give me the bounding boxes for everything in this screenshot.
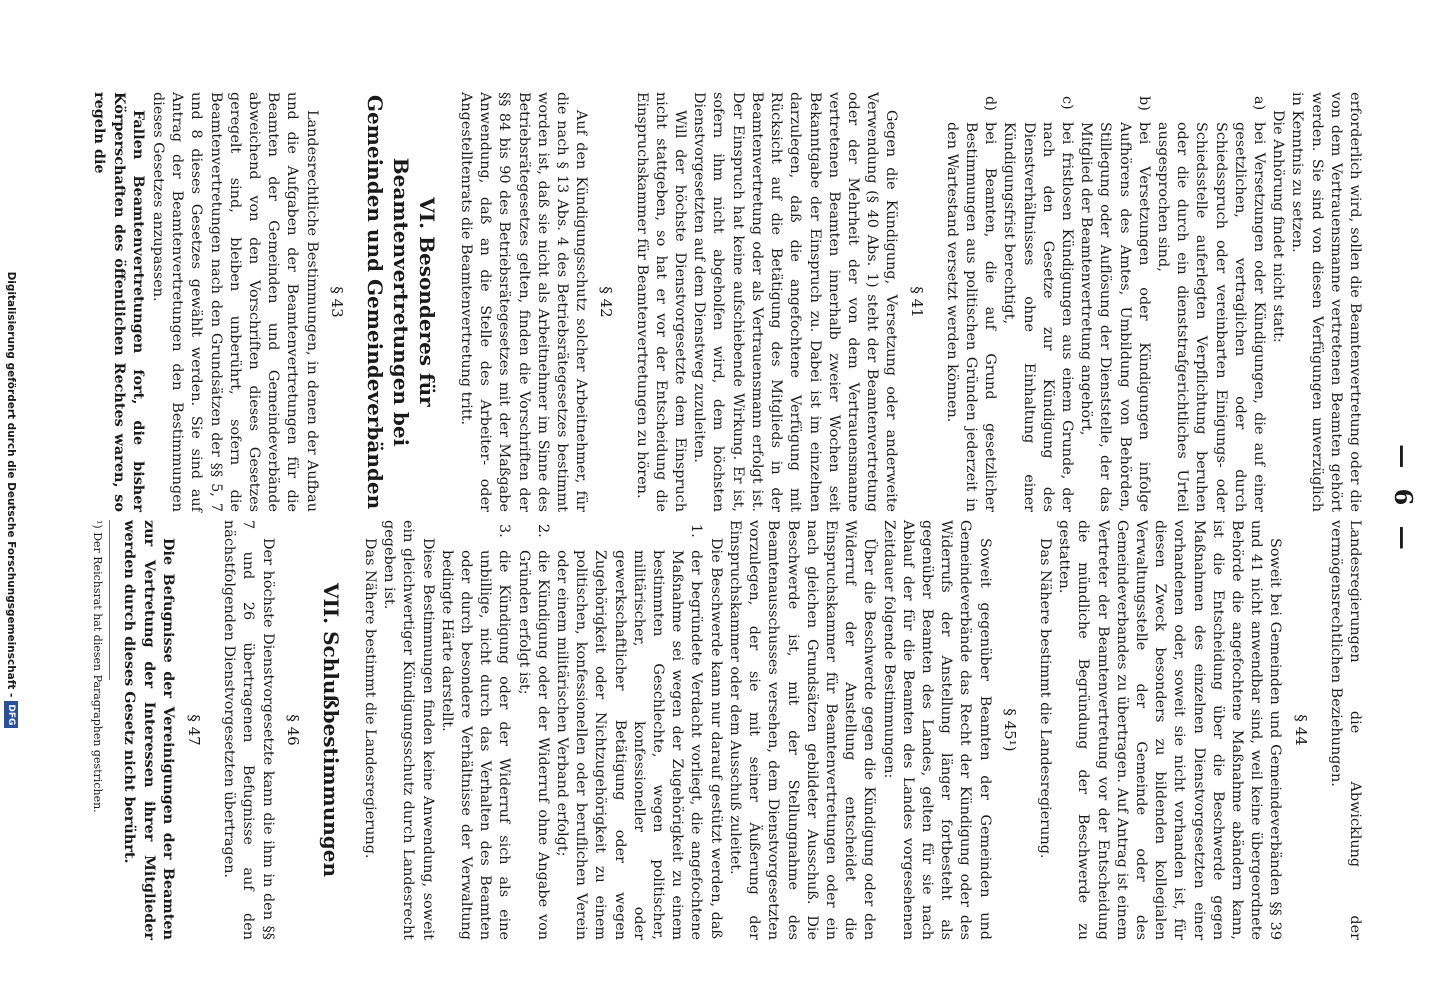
list-item bbox=[437, 520, 514, 940]
section-45-text-4: Diese Bestimmungen finden keine Anwendung, soweit ein gleichwertiger Kündigungsschutz durch Landesrecht gegeben ist. bbox=[381, 520, 436, 940]
page-footer bbox=[0, 0, 30, 1000]
section-42-mark: § 42 bbox=[597, 286, 616, 318]
footnote: ¹) Der Reichsrat hat diesen Paragraphen gestrichen. bbox=[90, 520, 110, 680]
section-41-mark: § 41 bbox=[907, 286, 926, 318]
list-marker: 1. bbox=[688, 524, 705, 538]
list-item-text: bei Versetzungen oder Kündigungen infolge Aufhörens des Amtes, Umbildung von Behörden, Stillegung oder Auflösung der Dienststelle, der das Mitglied der Beamtenvertretung angehört, bbox=[1078, 122, 1152, 512]
section-43-text: Landesrechtliche Bestimmungen, in denen der Aufbau und die Aufgaben der Beamtenvertretungen für die Beamten der Gemeinden und Gemeindeverbände abweichend von den Vorschriften dieses Gesetzes geregelt sind, bleiben unberührt, sofern die Beamtenvertretungen nach den Grundsätzen der §§ 5, 7 und 8 dieses Gesetzes gewählt werden. Sie sind auf Antrag der Beamtenvertretungen den Bestimmungen dieses Gesetzes anzupassen. bbox=[150, 92, 320, 512]
section-41-text-2: Will der höchste Dienstvorgesetzte dem Einspruch nicht stattgeben, so hat er vor der Entscheidung die Einspruchskammer für Beamtenvertretungen zu hören. bbox=[633, 92, 689, 512]
right-column bbox=[90, 520, 1364, 940]
credit-text: Digitalisierung gefördert durch die Deutsche Forschungsgemeinschaft - bbox=[5, 271, 17, 698]
list-marker: b) bbox=[1135, 96, 1152, 111]
section-47-mark: § 47 bbox=[185, 714, 204, 746]
section-vi-heading: VI. Besonderes für Beamtenvertretungen bei Gemeinden und Gemeindeverbänden bbox=[362, 94, 439, 510]
section-45-text-2: Über die Beschwerde gegen die Kündigung oder den Widerruf der Anstellung entscheidet die Einspruchskammer für Beamtenvertretungen oder ein nach gleichen Grundsätzen gebildeter Ausschuß. Die Beschwerde ist, mit der Stellungnahme des Beamtenausschusses versehen, dem Dienstvorgesetzten vorzulegen, der sie mit seiner Äußerung der Einspruchskammer oder dem Ausschuß zuleitet. bbox=[726, 520, 878, 940]
list-item bbox=[942, 92, 1000, 512]
hearing-intro: Die Anhörung findet nicht statt: bbox=[1270, 110, 1287, 343]
list-item-text: die Kündigung oder der Widerruf ohne Angabe von Gründen erfolgt ist; bbox=[515, 550, 551, 940]
section-43-text-2: Fallen Beamtenvertretungen fort, die bisher Körperschaften des öffentlichen Rechtes waren, so regeln die bbox=[91, 92, 147, 512]
list-marker: d) bbox=[982, 96, 999, 111]
right-intro-paragraph: Landesregierungen die Abwicklung der vermögensrechtlichen Beziehungen. bbox=[1327, 520, 1363, 940]
section-44-text-2: Das Nähere bestimmt die Landesregierung. bbox=[1036, 538, 1053, 859]
list-marker: c) bbox=[1058, 96, 1075, 110]
section-42-text: Auf den Kündigungsschutz solcher Arbeitnehmer, für die nach § 13 Abs. 4 des Betriebsrätegesetzes bestimmt worden ist, daß sie nicht als Arbeitnehmer im Sinne des Betriebsrätegesetzes gelten, finden die Vorschriften der §§ 84 bis 90 des Betriebsrätegesetzes mit der Maßgabe Anwendung, daß an die Stelle des Arbeiter- oder Angestelltenrats die Beamtenvertretung tritt. bbox=[458, 92, 590, 512]
list-item bbox=[1153, 92, 1268, 512]
list-item-text: bei fristlosen Kündigungen aus einem Grunde, der nach den Gesetze zur Kündigung des Dienstverhältnisses ohne Einhaltung einer Kündigungsfrist berechtigt, bbox=[1001, 122, 1075, 512]
section-43-mark: § 43 bbox=[327, 286, 346, 318]
section-41-text: Gegen die Kündigung, Versetzung oder anderweite Verwendung (§ 40 Abs. 1) steht der Beamtenvertretung oder der Mehrheit der von dem Vertrauensmanne vertretenen Beamten innerhalb zweier Wochen seit Bekanntgabe der Einspruch zu. Dabei ist im einzelnen darzulegen, daß die angefochtene Verfügung mit Rücksicht auf die Betätigung des Mitglieds in der Beamtenvertretung oder als Vertrauensmann erfolgt ist. Der Einspruch hat keine aufschiebende Wirkung. Er ist, sofern ihm nicht abgeholfen wird, dem höchsten Dienstvorgesetzten auf dem Dienstweg zuzuleiten. bbox=[691, 92, 900, 512]
section-46-mark: § 46 bbox=[283, 714, 302, 746]
list-item-text: bei Versetzungen oder Kündigungen, die auf einer gesetzlichen, vertraglichen oder durch Schiedsspruch oder vereinbarten Einigungs- oder Schiedsstelle auferlegten Verpflichtung beruhen oder die durch ein dienststrafgerichtliches Urteil ausgesprochen sind, bbox=[1154, 122, 1267, 512]
section-46-text: Der höchste Dienstvorgesetzte kann die ihm in den §§ 7 und 26 übertragenen Befugnisse auf den nächstfolgenden Dienstvorgesetzten übertragen. bbox=[221, 520, 276, 940]
list-item bbox=[999, 92, 1076, 512]
page-header bbox=[1370, 0, 1430, 1000]
list-item-text: die Kündigung oder der Widerruf sich als eine unbillige, nicht durch das Verhalten des Beamten oder durch besondere Verhältnisse der Verwaltung bedingte Härte darstellt. bbox=[438, 550, 513, 940]
left-column bbox=[90, 92, 1364, 512]
page-number: — 6 — bbox=[1389, 444, 1418, 556]
section-44-mark: § 44 bbox=[1291, 714, 1310, 746]
section-45-mark: § 45¹) bbox=[1000, 708, 1019, 752]
list-marker: 3. bbox=[496, 524, 513, 538]
section-45-text-5: Das Nähere bestimmt die Landesregierung. bbox=[362, 538, 379, 859]
list-item bbox=[1076, 92, 1153, 512]
list-item bbox=[513, 520, 551, 940]
section-vii-heading: VII. Schlußbestimmungen bbox=[318, 582, 343, 878]
list-item-text: bei Beamten, die auf Grund gesetzlicher Bestimmungen aus politischen Gründen jederzeit in den Wartestand versetzt werden können. bbox=[943, 122, 999, 512]
section-45-text-3: Die Beschwerde kann nur darauf gestützt werden, daß bbox=[707, 538, 724, 940]
dfg-logo: DFG bbox=[4, 701, 18, 728]
section-47-text: Die Befugnisse der Vereinigungen der Beamten zur Vertretung der Interessen ihrer Mitglieder werden durch dieses Gesetz nicht berührt. bbox=[121, 520, 177, 940]
list-marker: 2. bbox=[534, 524, 551, 538]
left-intro-paragraph: erforderlich wird, sollen die Beamtenvertretung oder die von dem Vertrauensmanne vertretenen Beamten gehört werden. Sie sind von diesen Verfügungen unverzüglich in Kenntnis zu setzen. bbox=[1289, 92, 1363, 512]
list-marker: a) bbox=[1250, 96, 1267, 111]
section-44-text: Soweit bei Gemeinden und Gemeindeverbänden §§ 39 und 41 nicht anwendbar sind, weil keine übergeordnete Behörde die angefochtene Maßnahme abändern kann, ist die Entscheidung über die Beschwerde gegen Maßnahmen des einzelnen Dienstvorgesetzten einer vorhandenen oder, soweit sie nicht vorhanden ist, für diesen Zweck besonders zu bildenden kollegialen Verwaltungsstelle der Gemeinde oder des Gemeindeverbandes zu übertragen. Auf Antrag ist einem Vertreter der Beamtenvertretung vor der Entscheidung die mündliche Begründung der Beschwerde zu gestatten. bbox=[1056, 520, 1284, 940]
section-45-text: Soweit gegenüber Beamten der Gemeinden und Gemeindeverbände das Recht der Kündigung oder des Widerrufs der Anstellung länger fortbesteht als gegenüber Beamten des Landes, gelten für sie nach Ablauf der für die Beamten des Landes vorgesehenen Zeitdauer folgende Bestimmungen: bbox=[880, 520, 993, 940]
list-item-text: der begründete Verdacht vorliegt, die angefochtene Maßnahme sei wegen der Zugehörigkeit zu einem bestimmten Geschlechte, wegen politischer, militärischer, konfessioneller oder gewerkschaftlicher Betätigung oder wegen Zugehörigkeit oder Nichtzugehörigkeit zu einem politischen, konfessionellen oder beruflichen Verein oder einem militärischen Verband erfolgt; bbox=[554, 550, 705, 940]
list-item bbox=[552, 520, 706, 940]
digitization-credit bbox=[0, 0, 22, 1000]
